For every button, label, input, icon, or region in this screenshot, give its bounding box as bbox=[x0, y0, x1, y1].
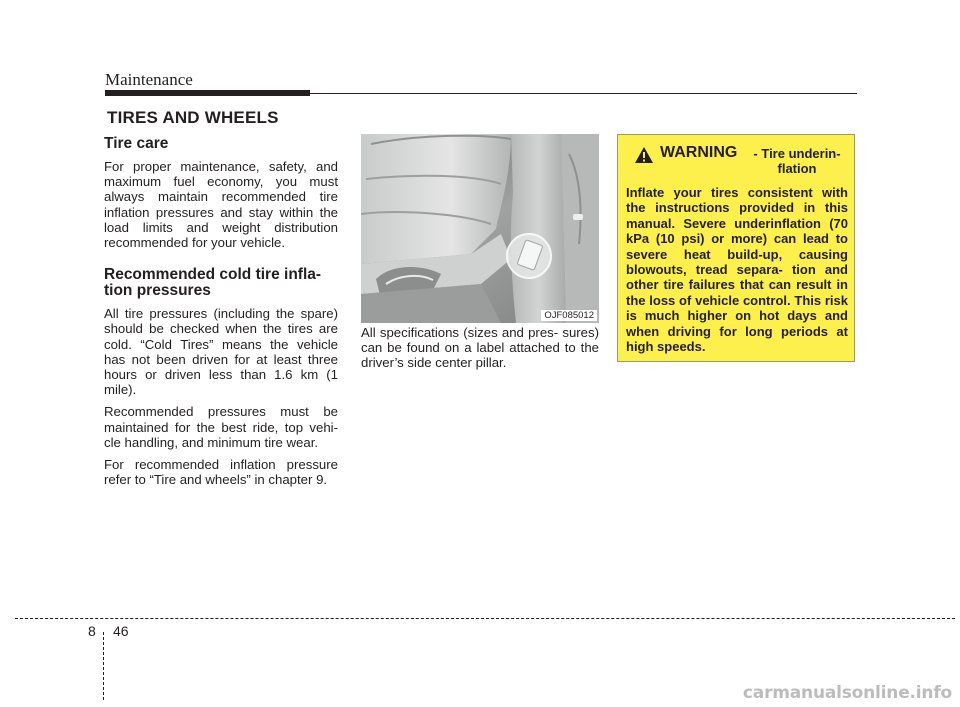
cold-pressures-paragraph-3: For recommended inflation pressure refer to “Tire and wheels” in chapter 9. bbox=[104, 457, 338, 488]
running-header: Maintenance bbox=[105, 70, 193, 89]
warning-body: Inflate your tires consistent with the instructions provided in this manual. Severe underinflation (70 kPa (10 psi) or more) can lead to severe heat build-up, causing blowouts, tread separa- tion and other tire failures that can result in the loss of vehicle control. This risk is much higher on hot days and when driving for long periods at high speeds. bbox=[626, 185, 848, 355]
warning-subtitle-line2: flation bbox=[777, 161, 817, 176]
footer-rule bbox=[15, 618, 955, 619]
tire-label-photo bbox=[361, 134, 599, 323]
warning-subtitle-line1: - Tire underin- bbox=[753, 146, 841, 161]
tire-care-heading: Tire care bbox=[104, 135, 169, 152]
cold-pressures-heading bbox=[104, 267, 338, 299]
chapter-number: 8 bbox=[88, 623, 96, 639]
left-column bbox=[104, 132, 338, 494]
warning-box bbox=[617, 134, 855, 362]
watermark: carmanualsonline.info bbox=[742, 683, 952, 703]
seat-and-pillar-illustration bbox=[361, 134, 599, 323]
cold-pressures-paragraph-2: Recommended pressures must be maintained for the best ride, top vehi- cle handling, and minimum tire wear. bbox=[104, 404, 338, 450]
middle-column bbox=[361, 325, 599, 378]
footer-vertical-rule bbox=[103, 632, 104, 700]
warning-subtitle bbox=[747, 146, 847, 176]
figure-code: OJF085012 bbox=[541, 310, 597, 321]
warning-header bbox=[626, 143, 848, 179]
cold-pressures-heading-line2: tion pressures bbox=[104, 282, 211, 300]
section-title: TIRES AND WHEELS bbox=[107, 108, 279, 127]
header-rule-thin bbox=[310, 93, 857, 94]
figure-caption: All specifications (sizes and pres- sures) can be found on a label attached to the driver’s side center pillar. bbox=[361, 325, 599, 371]
tire-care-paragraph: For proper maintenance, safety, and maximum fuel economy, you must always maintain recommended tire inflation pressures and stay within the load limits and weight distribution recommended for your vehicle. bbox=[104, 159, 338, 251]
header-rule-thick bbox=[105, 90, 310, 96]
page-number: 46 bbox=[113, 623, 129, 639]
cold-pressures-heading-line1: Recommended cold tire infla- bbox=[104, 266, 322, 284]
warning-title: WARNING bbox=[660, 144, 738, 161]
cold-pressures-paragraph-1: All tire pressures (including the spare) should be checked when the tires are cold. “Cold Tires” means the vehicle has not been driven for at least three hours or driven less than 1.6 km (1 mile). bbox=[104, 306, 338, 398]
warning-triangle-icon bbox=[634, 146, 654, 164]
